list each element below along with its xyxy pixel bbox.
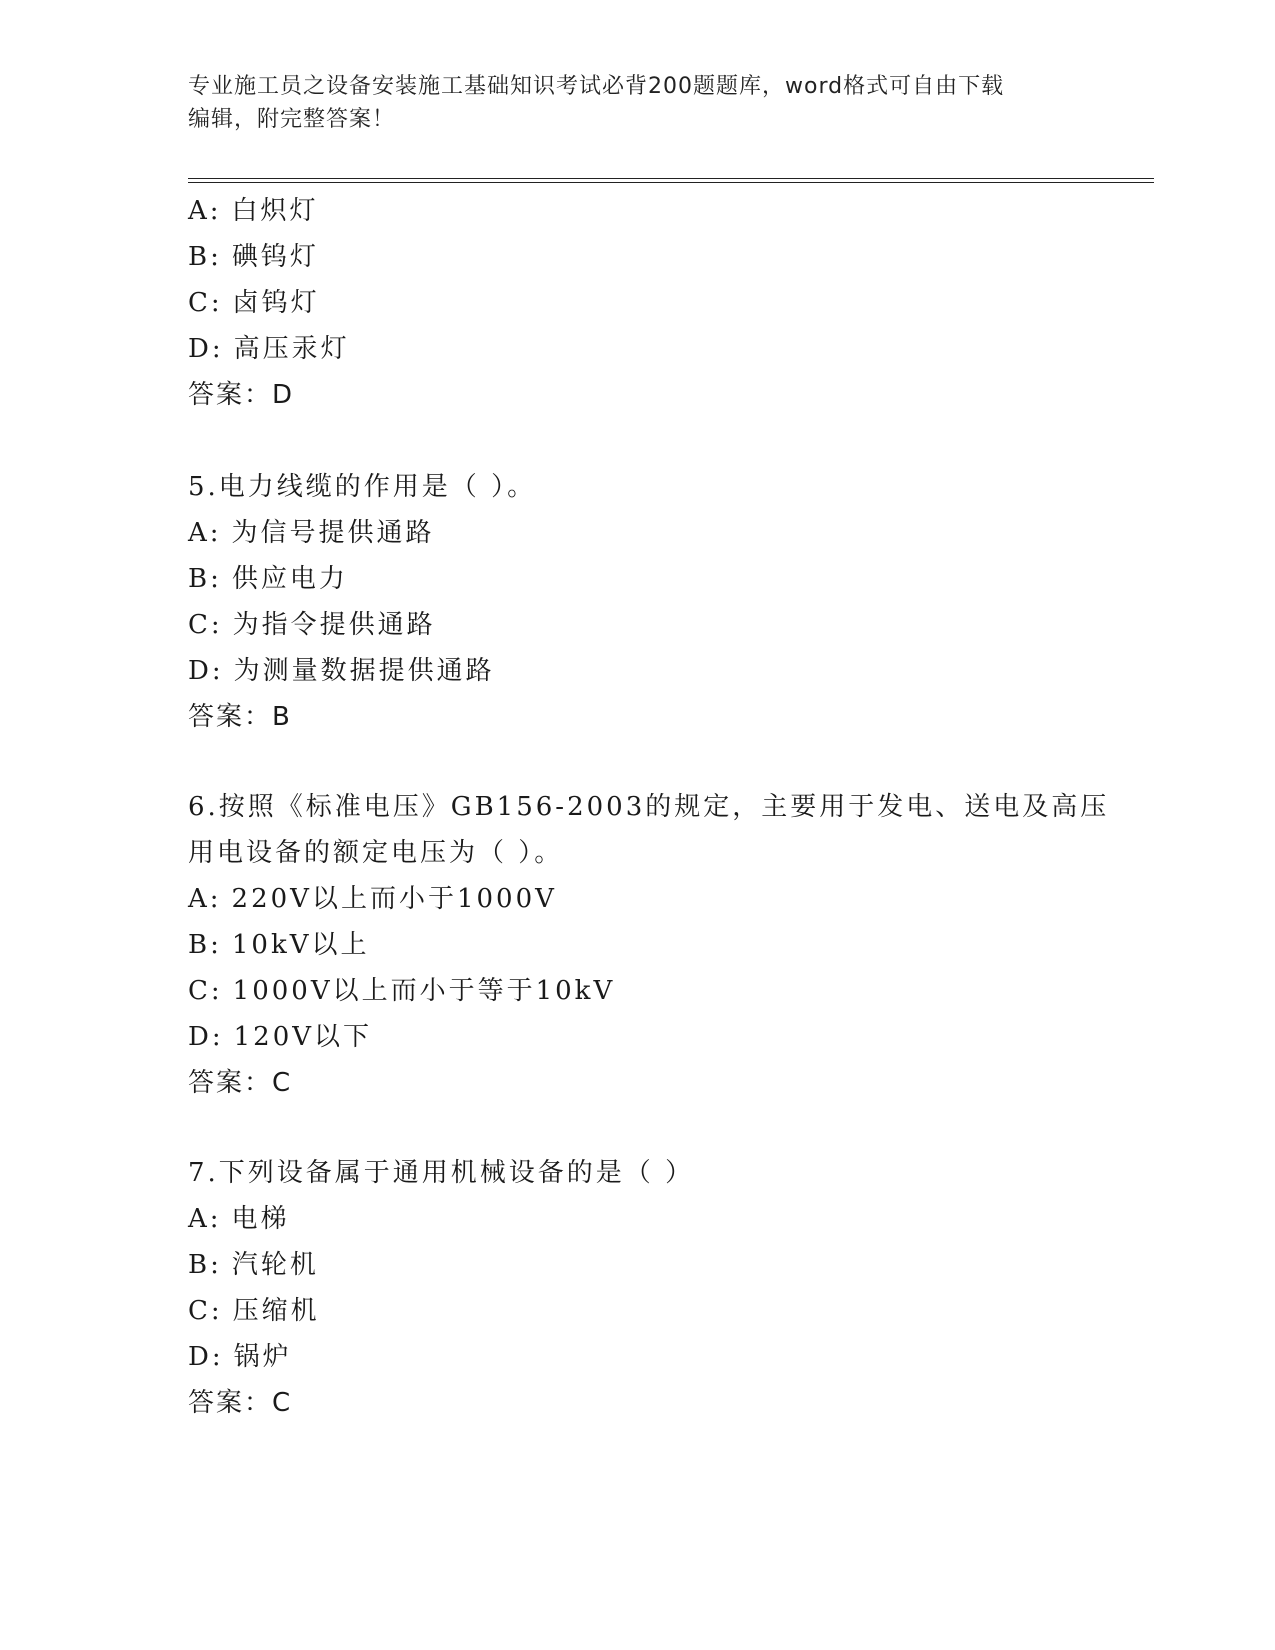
answer-line: 答案：C bbox=[188, 1068, 293, 1098]
question-5 bbox=[188, 464, 1088, 740]
header-divider-bottom bbox=[188, 182, 1154, 183]
option-b: B: 10kV以上 bbox=[188, 930, 370, 960]
option-b: B: 汽轮机 bbox=[188, 1250, 319, 1280]
question-stem-line-2: 用电设备的额定电压为（ ）。 bbox=[188, 838, 564, 868]
question-7 bbox=[188, 1150, 1088, 1426]
question-stem: 7.下列设备属于通用机械设备的是（ ） bbox=[188, 1158, 695, 1188]
answer-line: 答案：C bbox=[188, 1388, 293, 1418]
option-d: D: 锅炉 bbox=[188, 1342, 292, 1372]
question-stem-line-1: 6.按照《标准电压》GB156-2003的规定，主要用于发电、送电及高压 bbox=[188, 792, 1110, 822]
option-a: A: 220V以上而小于1000V bbox=[188, 884, 557, 914]
option-a: A: 为信号提供通路 bbox=[188, 518, 435, 548]
option-c: C: 为指令提供通路 bbox=[188, 610, 436, 640]
question-stem: 5.电力线缆的作用是（ ）。 bbox=[188, 472, 537, 502]
option-c: C: 压缩机 bbox=[188, 1296, 320, 1326]
header-line-2: 编辑，附完整答案！ bbox=[188, 107, 396, 132]
header-line-1: 专业施工员之设备安装施工基础知识考试必背200题题库，word格式可自由下载 bbox=[188, 74, 1005, 99]
option-d: D: 为测量数据提供通路 bbox=[188, 656, 495, 686]
option-a: A: 电梯 bbox=[188, 1204, 290, 1234]
header-divider-top bbox=[188, 178, 1154, 179]
option-d: D: 高压汞灯 bbox=[188, 334, 350, 364]
document-header bbox=[188, 70, 1068, 136]
option-a: A: 白炽灯 bbox=[188, 196, 319, 226]
answer-line: 答案：D bbox=[188, 380, 295, 410]
answer-line: 答案：B bbox=[188, 702, 292, 732]
question-6 bbox=[188, 784, 1110, 1106]
option-d: D: 120V以下 bbox=[188, 1022, 373, 1052]
option-c: C: 卤钨灯 bbox=[188, 288, 320, 318]
question-4 bbox=[188, 188, 1088, 418]
option-b: B: 供应电力 bbox=[188, 564, 348, 594]
option-c: C: 1000V以上而小于等于10kV bbox=[188, 976, 616, 1006]
option-b: B: 碘钨灯 bbox=[188, 242, 319, 272]
